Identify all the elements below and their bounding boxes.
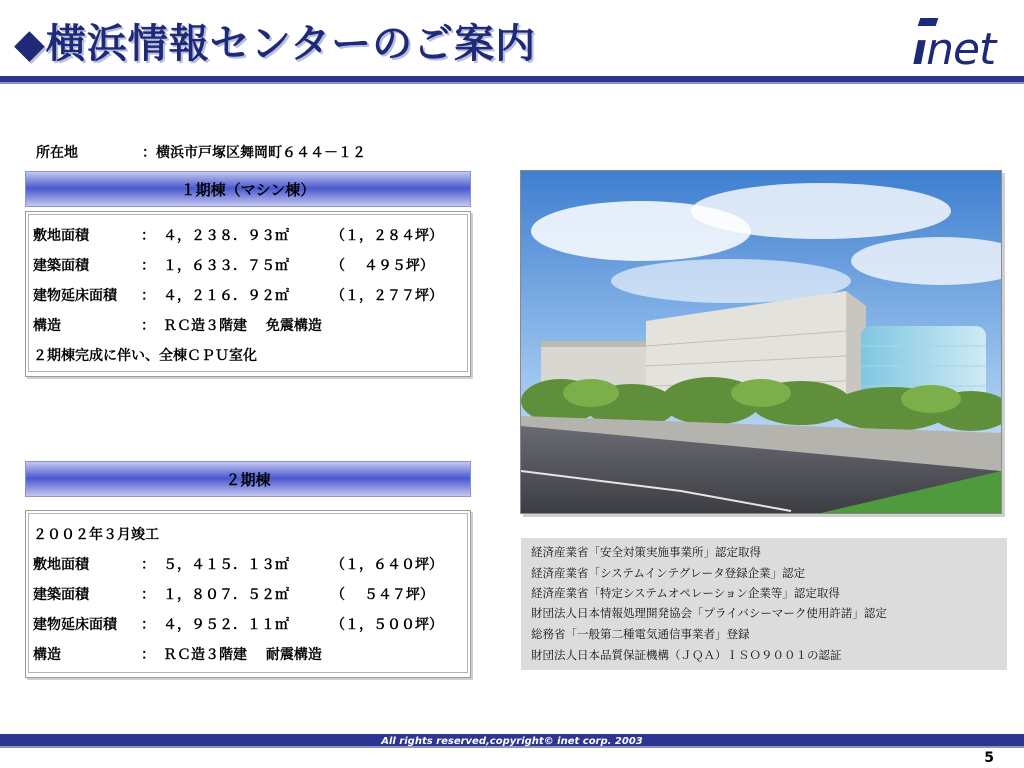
phase2-row-floor-area: [33, 608, 463, 638]
spec-colon: ：: [141, 617, 155, 633]
phase1-heading: １期棟（マシン棟）: [180, 180, 316, 199]
spec-label: 敷地面積: [33, 228, 89, 244]
building-rendering: [520, 170, 1002, 514]
spec-value: ＲＣ造３階建 免震構造: [163, 318, 322, 334]
title-divider: [0, 76, 1024, 90]
spec-label: 建物延床面積: [33, 617, 117, 633]
page-title: ◆横浜情報センターのご案内: [14, 21, 537, 67]
phase1-row-building-area: [33, 249, 463, 279]
phase1-spec-box: [25, 211, 471, 377]
spec-tsubo: （１，６４０坪）: [331, 557, 443, 573]
spec-label: 構造: [33, 318, 61, 334]
spec-label: 建築面積: [33, 258, 89, 274]
spec-value: ４，２３８．９３㎡: [163, 228, 289, 244]
spec-label: 建物延床面積: [33, 288, 117, 304]
spec-colon: ：: [141, 318, 155, 334]
spec-value: １，６３３．７５㎡: [163, 258, 289, 274]
phase2-row-site-area: [33, 548, 463, 578]
logo-wordmark: [912, 24, 995, 75]
spec-label: 建築面積: [33, 587, 89, 603]
spec-tsubo: （１，５００坪）: [331, 617, 443, 633]
spec-value: ５，４１５．１３㎡: [163, 557, 289, 573]
spec-colon: ：: [141, 587, 155, 603]
phase1-note: ２期棟完成に伴い、全棟ＣＰＵ室化: [33, 348, 257, 364]
location-line: [36, 142, 366, 162]
spec-tsubo: （１，２８４坪）: [331, 228, 443, 244]
certification-item: 総務省「一般第二種電気通信事業者」登録: [531, 627, 750, 641]
certification-item: 経済産業省「システムインテグレータ登録企業」認定: [531, 566, 806, 580]
phase2-row-structure: [33, 638, 463, 668]
phase1-row-structure: [33, 309, 463, 339]
location-label: 所在地: [36, 145, 78, 161]
spec-tsubo: （ ５４７坪）: [331, 587, 434, 603]
spec-colon: ：: [141, 647, 155, 663]
phase1-heading-band: [25, 171, 471, 207]
spec-value: ４，９５２．１１㎡: [163, 617, 289, 633]
phase1-row-site-area: [33, 219, 463, 249]
spec-colon: ：: [141, 288, 155, 304]
certification-item: 経済産業省「特定システムオペレーション企業等」認定取得: [531, 586, 840, 600]
phase2-completed: ２００２年３月竣工: [33, 527, 159, 543]
location-value: ：横浜市戸塚区舞岡町６４４－１２: [142, 145, 366, 161]
spec-value: １，８０７．５２㎡: [163, 587, 289, 603]
spec-label: 敷地面積: [33, 557, 89, 573]
certification-item: 経済産業省「安全対策実施事業所」認定取得: [531, 545, 761, 559]
phase2-heading: ２期棟: [225, 470, 271, 489]
spec-tsubo: （ ４９５坪）: [331, 258, 434, 274]
spec-label: 構造: [33, 647, 61, 663]
phase2-row-completed: [33, 518, 463, 548]
spec-colon: ：: [141, 228, 155, 244]
phase2-row-building-area: [33, 578, 463, 608]
certification-item: 財団法人日本情報処理開発協会「プライバシーマーク使用許諾」認定: [531, 606, 887, 620]
spec-colon: ：: [141, 557, 155, 573]
phase1-row-note: [33, 339, 463, 369]
certifications-panel: [521, 538, 1007, 670]
footer-copyright: All rights reserved,copyright© inet corp. 2003: [381, 736, 643, 747]
logo-text: net: [926, 24, 996, 75]
certification-item: 財団法人日本品質保証機構（ＪＱＡ）ＩＳＯ９００１の認証: [531, 648, 842, 662]
spec-value: ＲＣ造３階建 耐震構造: [163, 647, 322, 663]
inet-logo: [906, 14, 1016, 74]
phase2-spec-box: [25, 510, 471, 678]
spec-colon: ：: [141, 258, 155, 274]
spec-tsubo: （１，２７７坪）: [331, 288, 443, 304]
spec-value: ４，２１６．９２㎡: [163, 288, 289, 304]
page-number: 5: [984, 750, 994, 766]
phase2-heading-band: [25, 461, 471, 497]
building-illustration: [521, 171, 1001, 513]
phase1-row-floor-area: [33, 279, 463, 309]
logo-i-glyph: ı: [912, 24, 927, 75]
